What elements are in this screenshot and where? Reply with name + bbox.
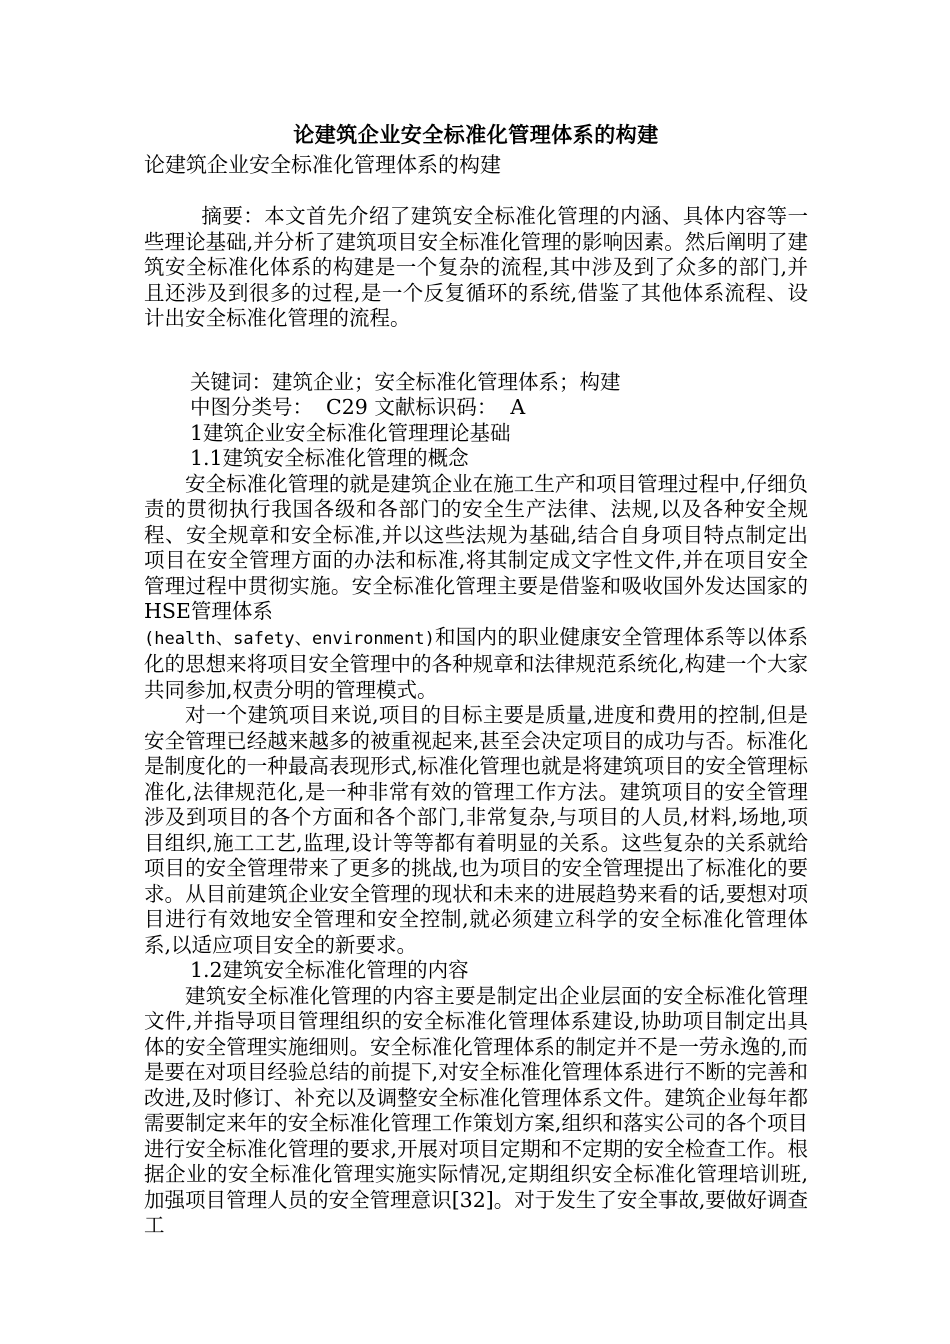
document-title: 论建筑企业安全标准化管理体系的构建 bbox=[293, 122, 659, 147]
section-1-1-paragraph-2: 对一个建筑项目来说,项目的目标主要是质量,进度和费用的控制,但是安全管理已经越来越多的被重视起来,甚至会决定项目的成功与否。标准化是制度化的一种最高表现形式,标准化管理也就是将建筑项目的安全管理标准化,法律规范化,是一种非常有效的管理工作方法。建筑项目的安全管理涉及到项目的各个方面和各个部门,非常复杂,与项目的人员,材料,场地,项目组织,施工工艺,监理,设计等等都有着明显的关系。这些复杂的关系就给项目的安全管理带来了更多的挑战,也为项目的安全管理提出了标准化的要求。从目前建筑企业安全管理的现状和未来的进展趋势来看的话,要想对项目进行有效地安全管理和安全控制,就必须建立科学的安全标准化管理体系,以适应项目安全的新要求。 bbox=[144, 703, 808, 957]
section-1-1-paragraph-1 bbox=[144, 472, 808, 704]
abstract-paragraph: 摘要：本文首先介绍了建筑安全标准化管理的内涵、具体内容等一些理论基础,并分析了建筑项目安全标准化管理的影响因素。然后阐明了建筑安全标准化体系的构建是一个复杂的流程,其中涉及到了众多的部门,并且还涉及到很多的过程,是一个反复循环的系统,借鉴了其他体系流程、设计出安全标准化管理的流程。 bbox=[144, 204, 808, 330]
section-1-heading: 1建筑企业安全标准化管理理论基础 bbox=[190, 420, 511, 445]
section-1-1-paragraph-1-text: 安全标准化管理的就是建筑企业在施工生产和项目管理过程中,仔细负责的贯彻执行我国各级和各部门的安全生产法律、法规,以及各种安全规程、安全规章和安全标准,并以这些法规为基础,结合自身项目特点制定出项目在安全管理方面的办法和标准,将其制定成文字性文件,并在项目安全管理过程中贯彻实施。安全标准化管理主要是借鉴和吸收国外发达国家的HSE管理体系 bbox=[144, 471, 808, 623]
document-page bbox=[144, 120, 808, 1239]
section-1-1-paragraph-1-continued: 和国内的职业健康安全管理体系等以体系化的思想来将项目安全管理中的各种规章和法律规范系统化,构建一个大家共同参加,权责分明的管理模式。 bbox=[144, 624, 809, 702]
section-1-2-paragraph-1: 建筑安全标准化管理的内容主要是制定出企业层面的安全标准化管理文件,并指导项目管理组织的安全标准化管理体系建设,协助项目制定出具体的安全管理实施细则。安全标准化管理体系的制定并不是一劳永逸的,而是要在对项目经验总结的前提下,对安全标准化管理体系进行不断的完善和改进,及时修订、补充以及调整安全标准化管理体系文件。建筑企业每年都需要制定来年的安全标准化管理工作策划方案,组织和落实公司的各个项目进行安全标准化管理的要求,开展对项目定期和不定期的安全检查工作。根据企业的安全标准化管理实施实际情况,定期组织安全标准化管理培训班,加强项目管理人员的安全管理意识[32]。对于发生了安全事故,要做好调查工 bbox=[144, 983, 808, 1237]
section-1-1-heading: 1.1建筑安全标准化管理的概念 bbox=[190, 446, 469, 470]
document-subtitle: 论建筑企业安全标准化管理体系的构建 bbox=[144, 153, 501, 177]
keywords-line: 关键词：建筑企业；安全标准化管理体系；构建 bbox=[190, 369, 621, 394]
classification-line: 中图分类号： C29 文献标识码： A bbox=[190, 395, 526, 419]
section-1-2-heading: 1.2建筑安全标准化管理的内容 bbox=[190, 958, 469, 982]
hse-acronym-expansion: (health、safety、environment) bbox=[144, 628, 435, 649]
